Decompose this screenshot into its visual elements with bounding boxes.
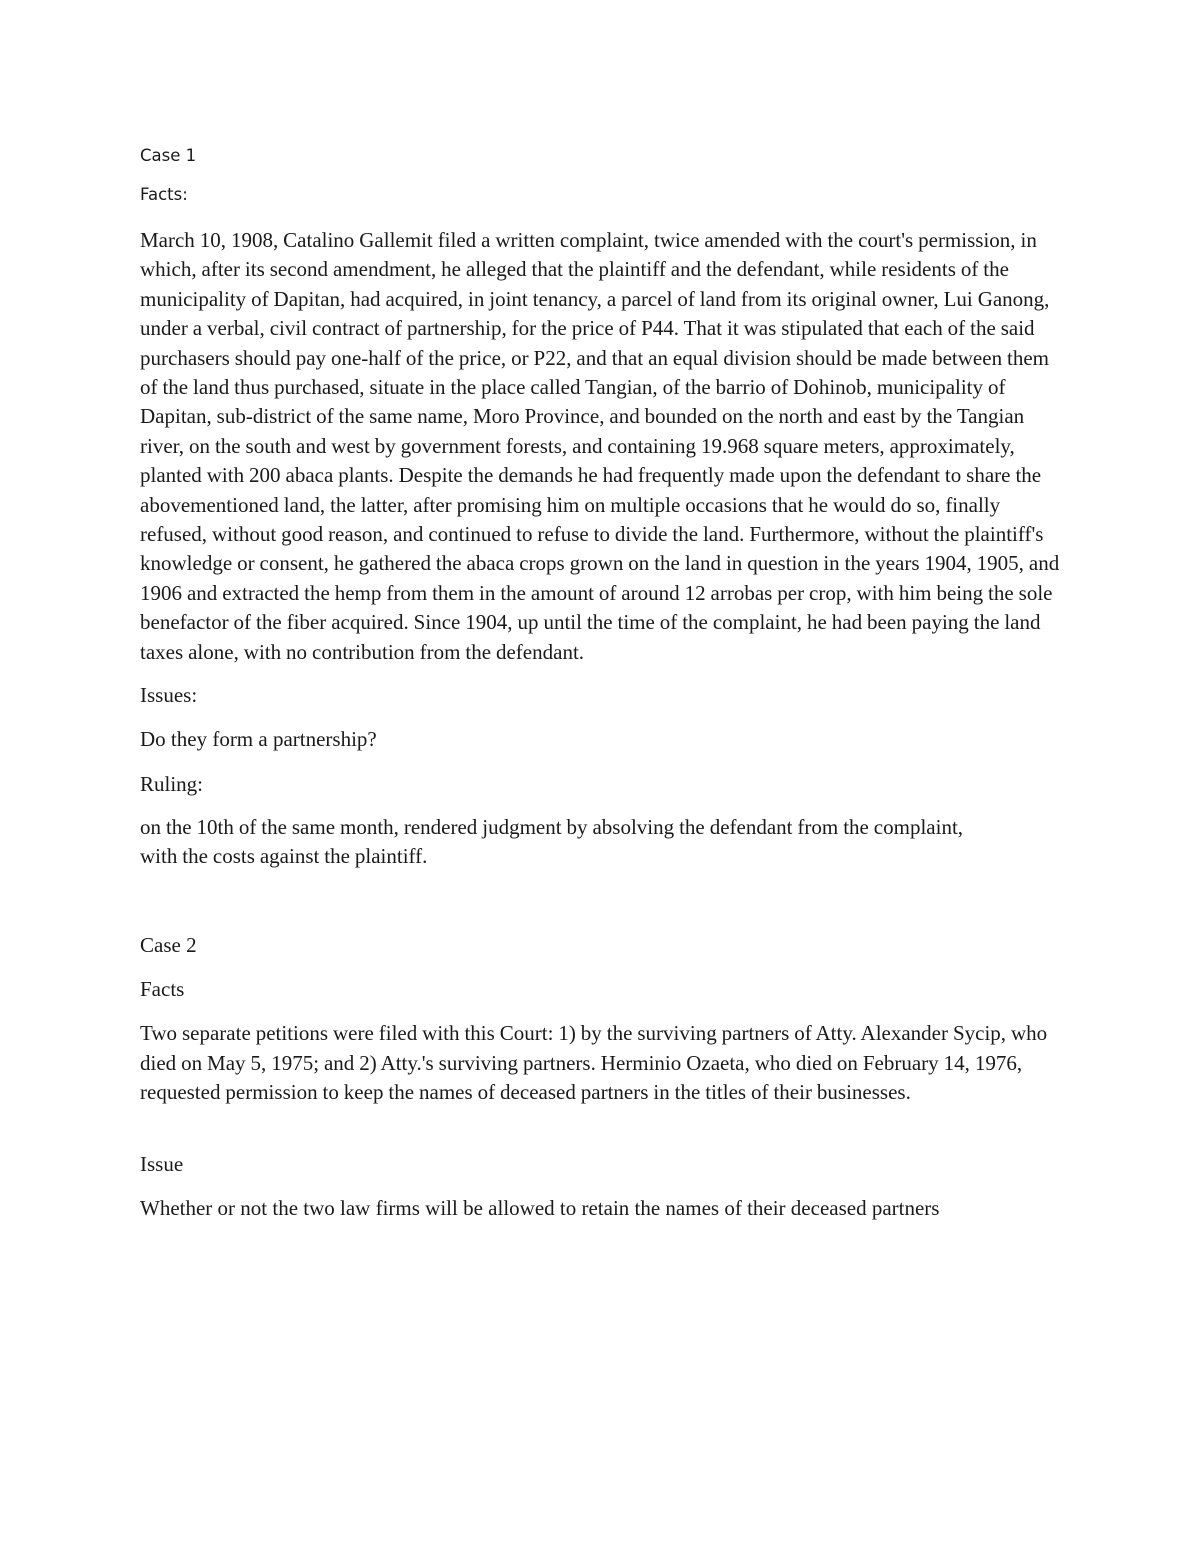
document-page — [140, 140, 1070, 1223]
case1-facts-text: March 10, 1908, Catalino Gallemit filed a written complaint, twice amended with the court's permission, in which, after its second amendment, he alleged that the plaintiff and the defendant, while residents of the municipality of Dapitan, had acquired, in joint tenancy, a parcel of land from its original owner, Lui Ganong, under a verbal, civil contract of partnership, for the price of P44. That it was stipulated that each of the said purchasers should pay one-half of the price, or P22, and that an equal division should be made between them of the land thus purchased, situate in the place called Tangian, of the barrio of Dohinob, municipality of Dapitan, sub-district of the same name, Moro Province, and bounded on the north and east by the Tangian river, on the south and west by government forests, and containing 19.968 square meters, approximately, planted with 200 abaca plants. Despite the demands he had frequently made upon the defendant to share the abovementioned land, the latter, after promising him on multiple occasions that he would do so, finally refused, without good reason, and continued to refuse to divide the land. Furthermore, without the plaintiff's knowledge or consent, he gathered the abaca crops grown on the land in question in the years 1904, 1905, and 1906 and extracted the hemp from them in the amount of around 12 arrobas per crop, with him being the sole benefactor of the fiber acquired. Since 1904, up until the time of the complaint, he had been paying the land taxes alone, with no contribution from the defendant. — [140, 228, 1060, 664]
case1-issues-text: Do they form a partnership? — [140, 727, 377, 752]
case2-heading: Case 2 — [140, 933, 197, 958]
case1-ruling-label: Ruling: — [140, 771, 204, 796]
case1-heading: Case 1 — [140, 146, 197, 165]
case1-facts-label: Facts: — [140, 185, 188, 204]
case2-issue-text: Whether or not the two law firms will be allowed to retain the names of their deceased partners — [140, 1195, 940, 1220]
case2-facts-label: Facts — [140, 977, 185, 1002]
case2-facts-text: Two separate petitions were filed with this Court: 1) by the surviving partners of Atty. Alexander Sycip, who died on May 5, 1975; and 2) Atty.'s surviving partners. Herminio Ozaeta, who died on February 14, 1976, requested permission to keep the names of deceased partners in the titles of their businesses. — [140, 1021, 1048, 1105]
case1-ruling-text: on the 10th of the same month, rendered judgment by absolving the defendant from the complaint, with the costs against the plaintiff. — [140, 814, 964, 868]
case1-issues-label: Issues: — [140, 683, 198, 708]
case2-issue-label: Issue — [140, 1151, 184, 1176]
